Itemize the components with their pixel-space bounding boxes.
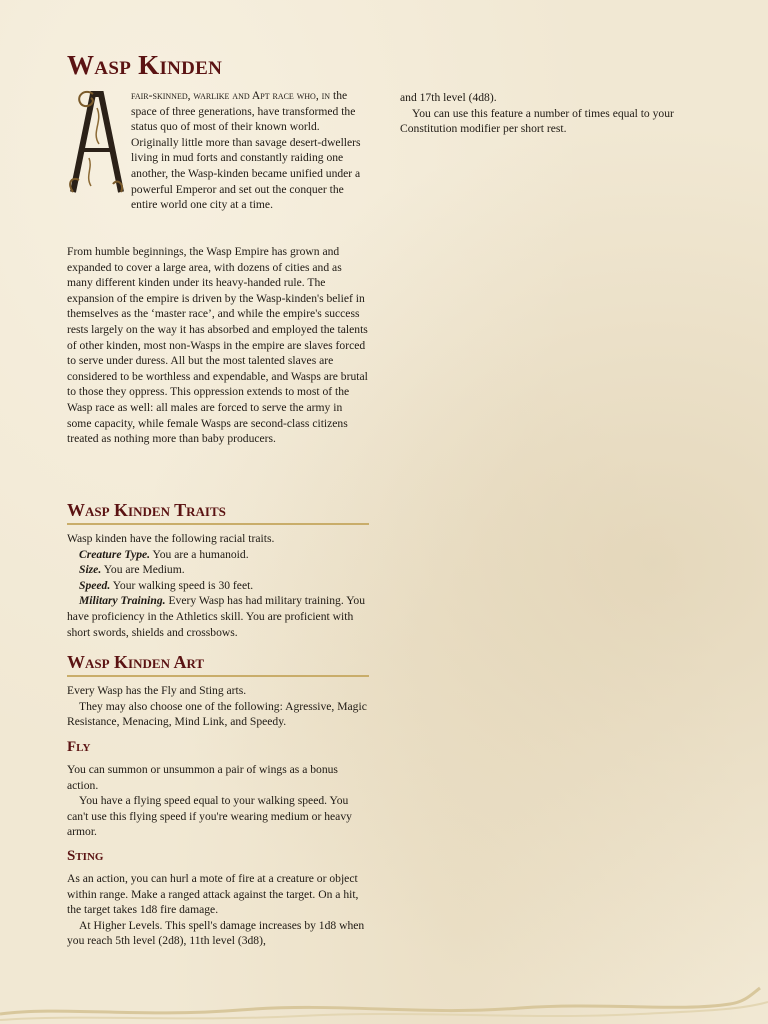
trait-military-training (67, 593, 369, 640)
right-p2: You can use this feature a number of times equal to your Constitution modifier per short rest. (400, 106, 674, 136)
paragraph-empire-text: From humble beginnings, the Wasp Empire has grown and expanded to cover a large area, with dozens of cities and as many different kinden under its heavy-handed rule. The expansion of the empire is driven by the Wasp-kinden's belief in themselves as the ‘master race’, and while the empire's success rests largely on the way it has absorbed and employed the talents of other kinden, most non-Wasps in the empire are slaves forced to serve under duress. All but the most talented slaves are considered to be worthless and expendable, and Wasps are brutal to those they oppress. This oppression extends to most of the Wasp race as well: all males are forced to serve the army in some capacity, while female Wasps are second-class citizens treated as nothing more than baby producers. (67, 245, 368, 446)
art-heading: Wasp Kinden Art (67, 652, 369, 677)
intro-text (131, 88, 369, 213)
right-column (400, 90, 700, 137)
sting-section (67, 871, 369, 949)
trait-name: Size. (79, 563, 102, 577)
traits-heading: Wasp Kinden Traits (67, 500, 369, 525)
trait-text: You are a humanoid. (150, 547, 249, 561)
intro-rest: the space of three generations, have transformed the status quo of most of their known world. Originally little more than savage desert-dwellers living in mud forts and constantly raiding one another, the Wasp-kinden became unified under a powerful Emperor and set out the conquer the entire world one city at a time. (131, 89, 361, 212)
fly-heading: Fly (67, 739, 91, 755)
sting-p1: As an action, you can hurl a mote of fire at a creature or object within range. Make a ranged attack against the target. On a hit, the target takes 1d8 fire damage. (67, 872, 359, 917)
trait-name: Speed. (79, 578, 111, 592)
fly-section (67, 762, 369, 840)
art-section (67, 683, 369, 730)
footer-ornament (0, 984, 768, 1024)
right-p1: and 17th level (4d8). (400, 91, 497, 104)
trait-name: Creature Type. (79, 547, 151, 561)
trait-size (67, 562, 369, 578)
trait-name: Military Training. (79, 594, 166, 608)
trait-text: Your walking speed is 30 feet. (110, 578, 254, 592)
intro-section (67, 88, 369, 213)
traits-intro: Wasp kinden have the following racial traits. (67, 532, 275, 545)
paragraph-empire (67, 244, 369, 447)
art-p2: They may also choose one of the following: Agressive, Magic Resistance, Menacing, Mind Link, and Speedy. (67, 699, 367, 729)
fly-p1: You can summon or unsummon a pair of wings as a bonus action. (67, 763, 338, 792)
trait-text: Every Wasp has had military training. You have proficiency in the Athletics skill. You are proficient with short swords, shields and crossbows. (67, 594, 366, 639)
art-p1: Every Wasp has the Fly and Sting arts. (67, 684, 247, 697)
trait-speed (67, 578, 369, 594)
trait-text: You are Medium. (101, 563, 185, 577)
intro-lead: fair-skinned, warlike and Apt race who, in (131, 89, 331, 102)
sting-heading: Sting (67, 848, 104, 864)
sting-p2: At Higher Levels. This spell's damage increases by 1d8 when you reach 5th level (2d8), 11th level (3d8), (67, 918, 365, 948)
dropcap-letter (67, 88, 125, 196)
page-title: Wasp Kinden (67, 50, 223, 80)
fly-p2: You have a flying speed equal to your walking speed. You can't use this flying speed if you're wearing medium or heavy armor. (67, 794, 352, 839)
traits-section (67, 531, 369, 640)
trait-creature-type (67, 547, 369, 563)
